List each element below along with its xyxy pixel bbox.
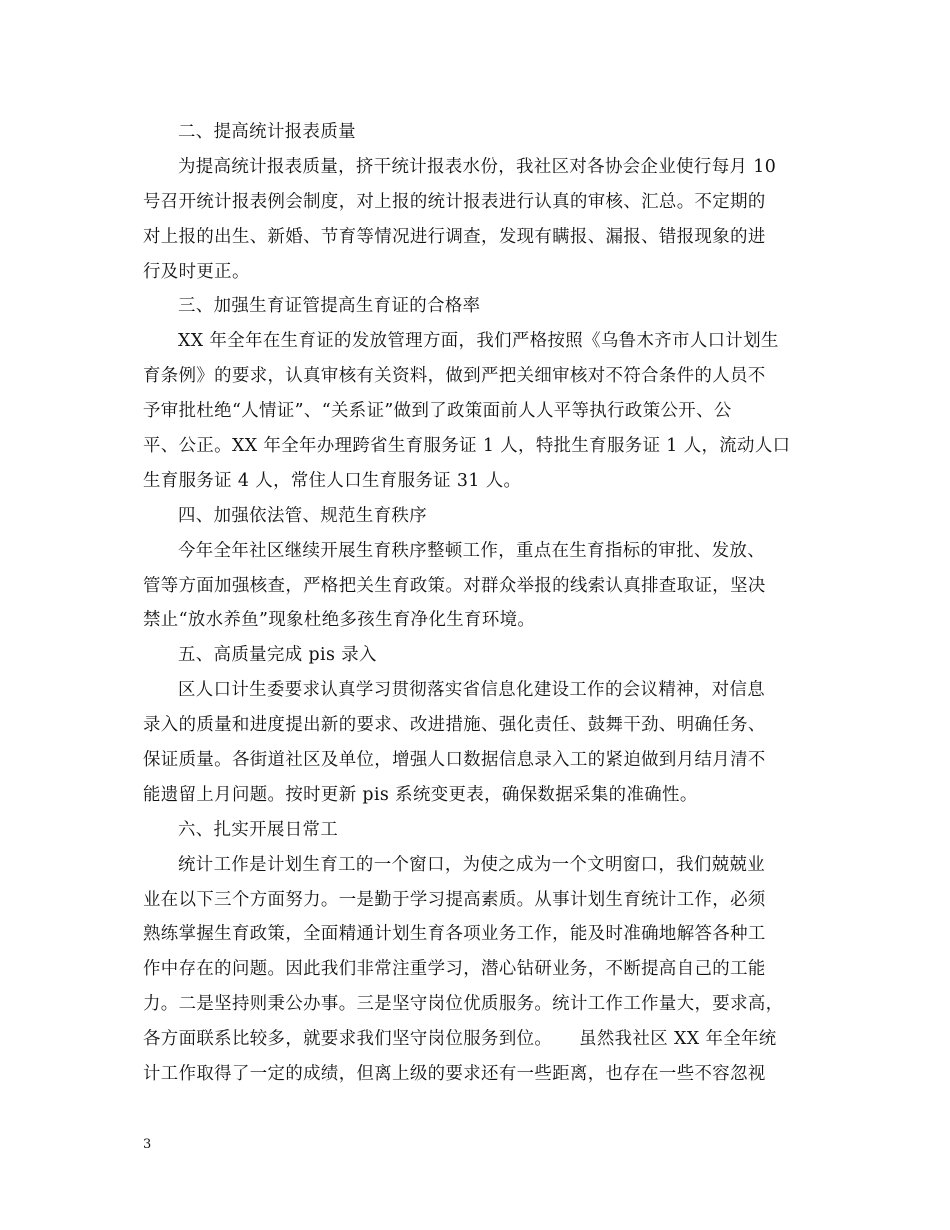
page-number: 3 [143,1137,152,1152]
section-heading: 四、加强依法管、规范生育秩序 [178,505,428,526]
section-heading: 三、加强生育证管提高生育证的合格率 [178,296,481,317]
paragraph-line: 生育服务证 4 人，常住人口生育服务证 31 人。 [143,470,522,491]
paragraph-line: 行及时更正。 [143,261,250,282]
paragraph-line: 平、公正。XX 年全年办理跨省生育服务证 1 人，特批生育服务证 1 人，流动人口 [143,436,791,457]
paragraph-line: 禁止“放水养鱼”现象杜绝多孩生育净化生育环境。 [143,610,536,631]
paragraph-line: XX 年全年在生育证的发放管理方面，我们严格按照《乌鲁木齐市人口计划生 [178,331,779,352]
paragraph-line: 计工作取得了一定的成绩，但离上级的要求还有一些距离，也存在一些不容忽视 [143,1064,766,1085]
paragraph-line: 区人口计生委要求认真学习贯彻落实省信息化建设工作的会议精神，对信息 [178,680,766,701]
paragraph-line: 熟练掌握生育政策，全面精通计划生育各项业务工作，能及时准确地解答各种工 [143,924,766,945]
paragraph-line: 统计工作是计划生育工的一个窗口，为使之成为一个文明窗口，我们兢兢业 [178,854,766,875]
paragraph-line: 力。二是坚持则秉公办事。三是坚守岗位优质服务。统计工作工作量大，要求高， [143,994,784,1015]
paragraph-line: 对上报的出生、新婚、节育等情况进行调查，发现有瞒报、漏报、错报现象的进 [143,226,766,247]
section-heading: 五、高质量完成 pis 录入 [178,645,377,666]
paragraph-line: 能遗留上月问题。按时更新 pis 系统变更表，确保数据采集的准确性。 [143,784,698,805]
paragraph-line: 予审批杜绝“人情证”、“关系证”做到了政策面前人人平等执行政策公开、公 [143,401,732,422]
paragraph-line: 各方面联系比较多，就要求我们坚守岗位服务到位。 虽然我社区 XX 年全年统 [143,1029,777,1050]
paragraph-line: 作中存在的问题。因此我们非常注重学习，潜心钻研业务，不断提高自己的工能 [143,959,766,980]
document-body [143,115,823,1092]
paragraph-line: 号召开统计报表例会制度，对上报的统计报表进行认真的审核、汇总。不定期的 [143,191,766,212]
paragraph-line: 保证质量。各街道社区及单位，增强人口数据信息录入工的紧迫做到月结月清不 [143,750,766,771]
paragraph-line: 管等方面加强核查，严格把关生育政策。对群众举报的线索认真排查取证，坚决 [143,575,766,596]
paragraph-line: 录入的质量和进度提出新的要求、改进措施、强化责任、鼓舞干劲、明确任务、 [143,715,766,736]
section-heading: 二、提高统计报表质量 [178,122,356,142]
paragraph-line: 业在以下三个方面努力。一是勤于学习提高素质。从事计划生育统计工作，必须 [143,889,766,910]
paragraph-line: 为提高统计报表质量，挤干统计报表水份，我社区对各协会企业使行每月 10 [178,156,777,177]
section-heading: 六、扎实开展日常工 [178,819,339,840]
paragraph-line: 育条例》的要求，认真审核有关资料，做到严把关细审核对不符合条件的人员不 [143,366,766,387]
paragraph-line: 今年全年社区继续开展生育秩序整顿工作，重点在生育指标的审批、发放、 [178,540,766,561]
